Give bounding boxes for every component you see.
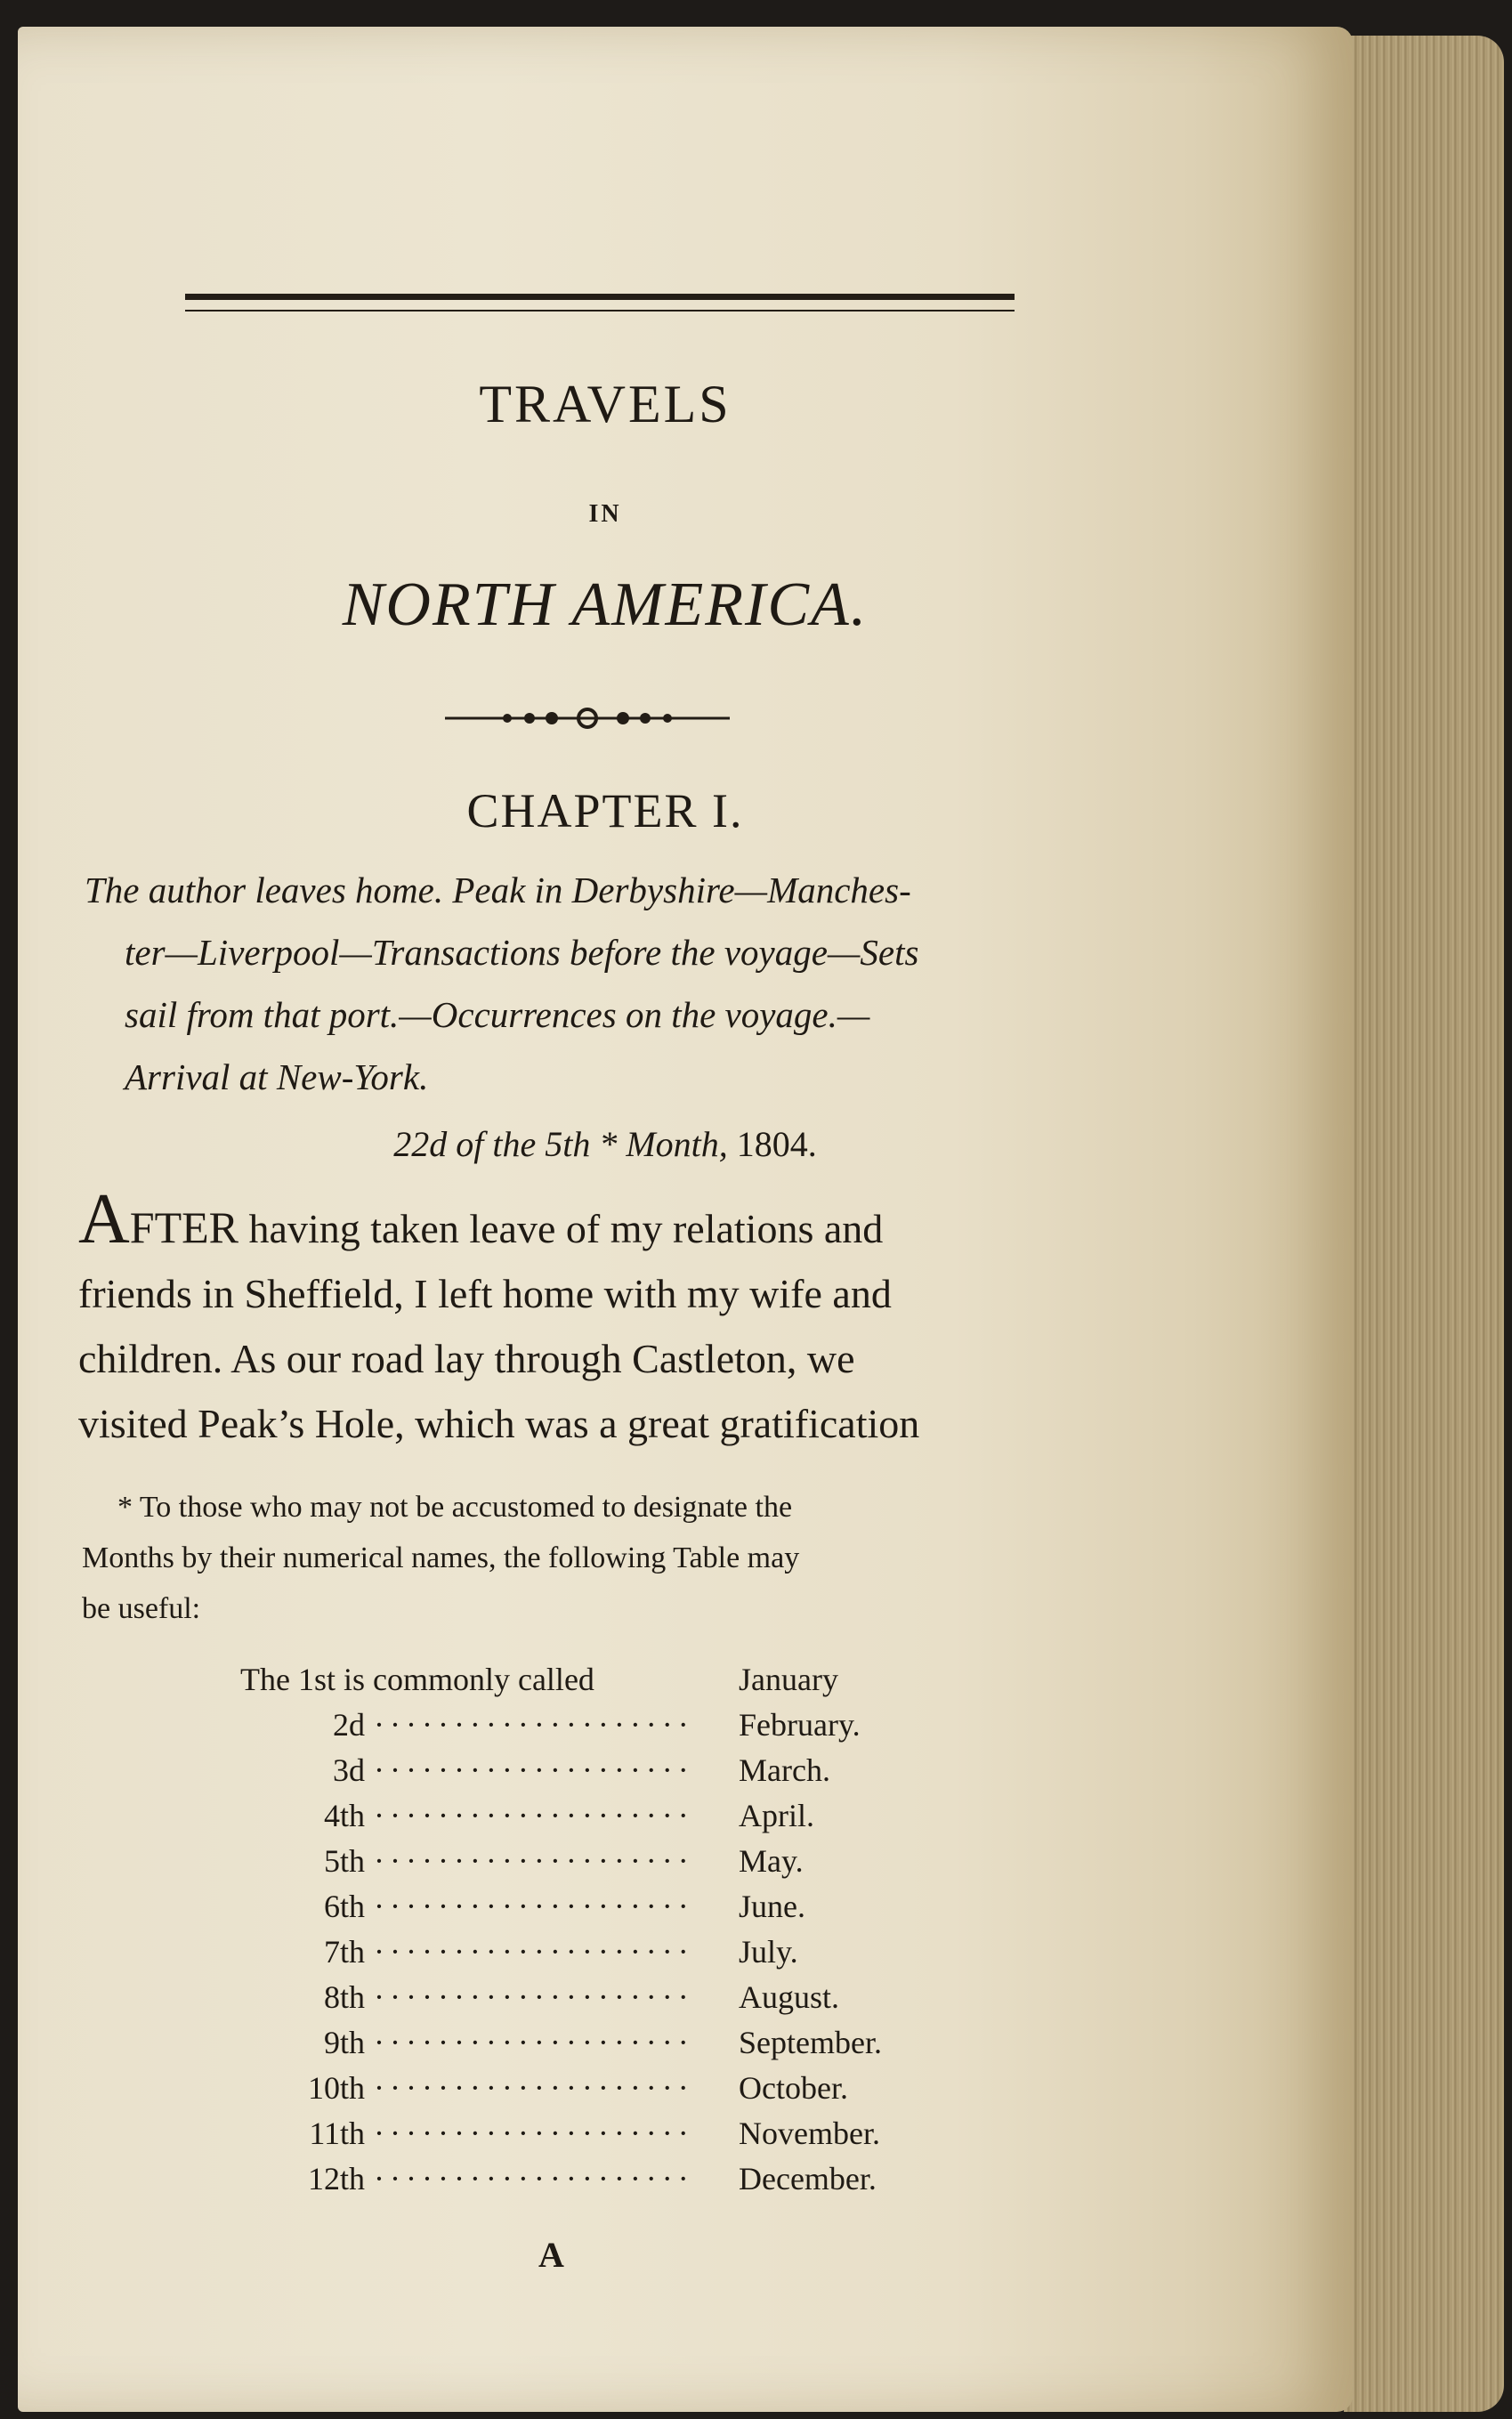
body-line-rest: having taken leave of my relations and <box>239 1206 884 1251</box>
date-month: 22d of the 5th * Month, <box>393 1124 728 1164</box>
table-leader-dots: ···················· <box>374 1979 694 2015</box>
table-row <box>222 1748 1023 1793</box>
table-row <box>222 2066 1023 2111</box>
table-leader-dots: ···················· <box>374 1707 694 1743</box>
table-leader-dots: ···················· <box>374 2161 694 2197</box>
table-leader-dots: ···················· <box>374 1934 694 1970</box>
table-month: December. <box>739 2161 877 2197</box>
table-month: April. <box>739 1798 814 1833</box>
book-title: TRAVELS <box>479 375 732 433</box>
drop-cap: A <box>78 1180 130 1258</box>
table-row <box>222 2156 1023 2202</box>
table-row <box>222 1930 1023 1975</box>
month-table <box>222 1657 1023 2202</box>
table-month: October. <box>739 2070 848 2106</box>
table-row <box>222 2020 1023 2066</box>
table-row <box>222 1839 1023 1884</box>
summary-line: Arrival at New-York. <box>125 1056 429 1097</box>
chapter-title: CHAPTER I. <box>466 784 744 837</box>
table-num: 4th <box>323 1798 365 1833</box>
footnote-line: * To those who may not be accustomed to designate the <box>117 1491 793 1524</box>
table-row <box>222 1975 1023 2020</box>
table-month: February. <box>739 1707 861 1743</box>
footnote-line: be useful: <box>82 1592 201 1625</box>
table-num: 2d <box>333 1707 365 1743</box>
table-month: July. <box>739 1934 798 1970</box>
table-row <box>222 1793 1023 1839</box>
chapter-date <box>178 1123 1032 1165</box>
footnote-line: Months by their numerical names, the following Table may <box>82 1541 800 1574</box>
table-num: 10th <box>307 2070 365 2106</box>
table-leader-dots: ···················· <box>374 1843 694 1879</box>
book-page-edges <box>1344 36 1504 2412</box>
book-title-connector: IN <box>588 500 622 528</box>
book-subtitle: NORTH AMERICA. <box>342 570 869 639</box>
date-year: 1804. <box>736 1124 817 1164</box>
body-line: children. As our road lay through Castleton, we <box>78 1336 855 1381</box>
table-leader-dots: ···················· <box>374 2025 694 2060</box>
first-word-rest: FTER <box>129 1202 239 1252</box>
table-leader-dots: ···················· <box>374 1752 694 1788</box>
table-month: August. <box>739 1979 840 2015</box>
table-month: November. <box>739 2116 880 2151</box>
table-num: 9th <box>323 2025 365 2060</box>
body-line: visited Peak’s Hole, which was a great gratification <box>78 1401 920 1446</box>
body-line <box>78 1180 1120 1261</box>
summary-line: ter—Liverpool—Transactions before the voyage—Sets <box>125 932 919 973</box>
table-month: March. <box>739 1752 830 1788</box>
table-num: 3d <box>333 1752 365 1788</box>
table-num: 7th <box>323 1934 365 1970</box>
ornament-divider <box>445 708 730 729</box>
summary-line: The author leaves home. Peak in Derbyshire—Manches- <box>85 870 911 910</box>
table-row-lead: The 1st is commonly called <box>240 1662 594 1697</box>
table-leader-dots: ···················· <box>374 2070 694 2106</box>
signature-mark: A <box>538 2235 564 2275</box>
footnote <box>82 1482 1114 1634</box>
table-month: June. <box>739 1889 805 1924</box>
table-leader-dots: ···················· <box>374 1889 694 1924</box>
header-rule-thin <box>185 310 1015 311</box>
table-row <box>222 1703 1023 1748</box>
table-row <box>222 1884 1023 1930</box>
chapter-summary <box>85 859 1117 1108</box>
body-line: friends in Sheffield, I left home with my wife and <box>78 1271 892 1316</box>
table-num: 6th <box>323 1889 365 1924</box>
header-rule-thick <box>185 294 1015 300</box>
table-row <box>222 1657 1023 1703</box>
table-month: May. <box>739 1843 804 1879</box>
table-leader-dots: ···················· <box>374 1798 694 1833</box>
table-month: January <box>739 1662 838 1697</box>
table-num: 5th <box>323 1843 365 1879</box>
table-num: 11th <box>309 2116 365 2151</box>
summary-line: sail from that port.—Occurrences on the voyage.— <box>125 994 870 1035</box>
table-month: September. <box>739 2025 882 2060</box>
table-num: 8th <box>323 1979 365 2015</box>
table-leader-dots: ···················· <box>374 2116 694 2151</box>
table-num: 12th <box>307 2161 365 2197</box>
body-paragraph <box>78 1180 1120 1456</box>
table-row <box>222 2111 1023 2156</box>
